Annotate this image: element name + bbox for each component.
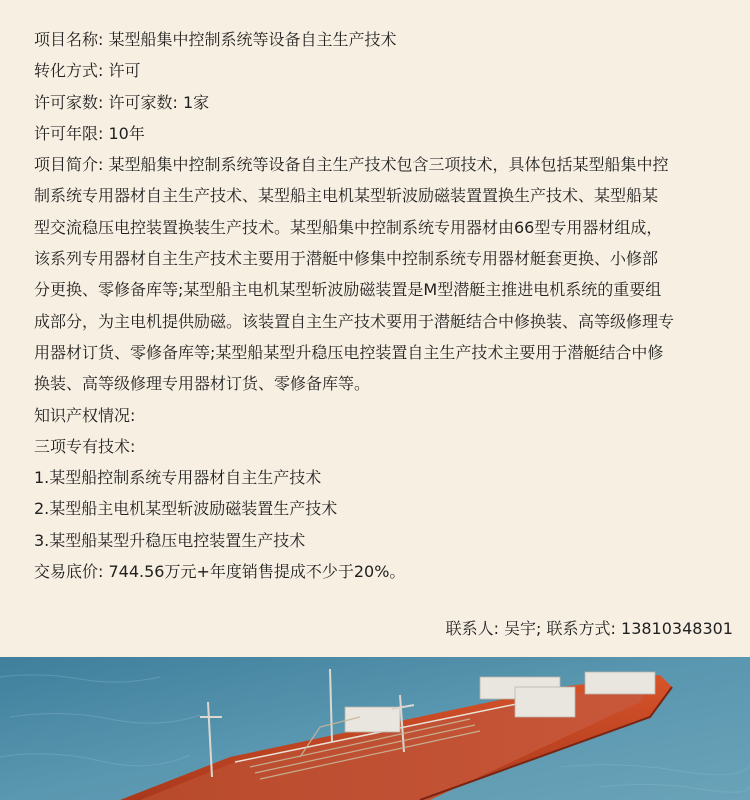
license-years: 许可年限: 10年 [34, 123, 145, 143]
price-line: 交易底价: 744.56万元+年度销售提成不少于20%。 [34, 562, 406, 582]
project-name: 项目名称: 某型船集中控制系统等设备自主生产技术 [34, 30, 397, 49]
intro-line: 制系统专用器材自主生产技术、某型船主电机某型斩波励磁装置置换生产技术、某型船某 [34, 186, 659, 206]
ip-heading: 知识产权情况: [34, 405, 136, 425]
ship-image [0, 657, 750, 800]
document-body [34, 24, 724, 587]
ship-photo [0, 657, 750, 800]
tech-heading: 三项专有技术: [34, 436, 136, 456]
tech-item: 2.某型船主电机某型斩波励磁装置生产技术 [34, 499, 338, 519]
intro-line: 项目简介: 某型船集中控制系统等设备自主生产技术包含三项技术，具体包括某型船集中控 [34, 155, 669, 175]
tech-item: 3.某型船某型升稳压电控装置生产技术 [34, 530, 306, 550]
intro-line: 用器材订货、零修备库等;某型船某型升稳压电控装置自主生产技术主要用于潜艇结合中修 [34, 342, 664, 362]
intro-line: 分更换、零修备库等;某型船主电机某型斩波励磁装置是M型潜艇主推进电机系统的重要组 [34, 280, 662, 300]
intro-line: 成部分，为主电机提供励磁。该装置自主生产技术要用于潜艇结合中修换装、高等级修理专 [34, 311, 675, 331]
tech-item: 1.某型船控制系统专用器材自主生产技术 [34, 468, 322, 488]
transfer-method: 转化方式: 许可 [34, 61, 141, 81]
intro-line: 换装、高等级修理专用器材订货、零修备库等。 [34, 374, 371, 394]
license-count: 许可家数: 许可家数: 1家 [34, 92, 210, 112]
intro-line: 型交流稳压电控装置换装生产技术。某型船集中控制系统专用器材由66型专用器材组成， [34, 217, 663, 237]
intro-line: 该系列专用器材自主生产技术主要用于潜艇中修集中控制系统专用器材艇套更换、小修部 [34, 249, 659, 269]
contact-info: 联系人: 吴宇; 联系方式: 13810348301 [445, 619, 733, 638]
project-intro [34, 149, 724, 399]
